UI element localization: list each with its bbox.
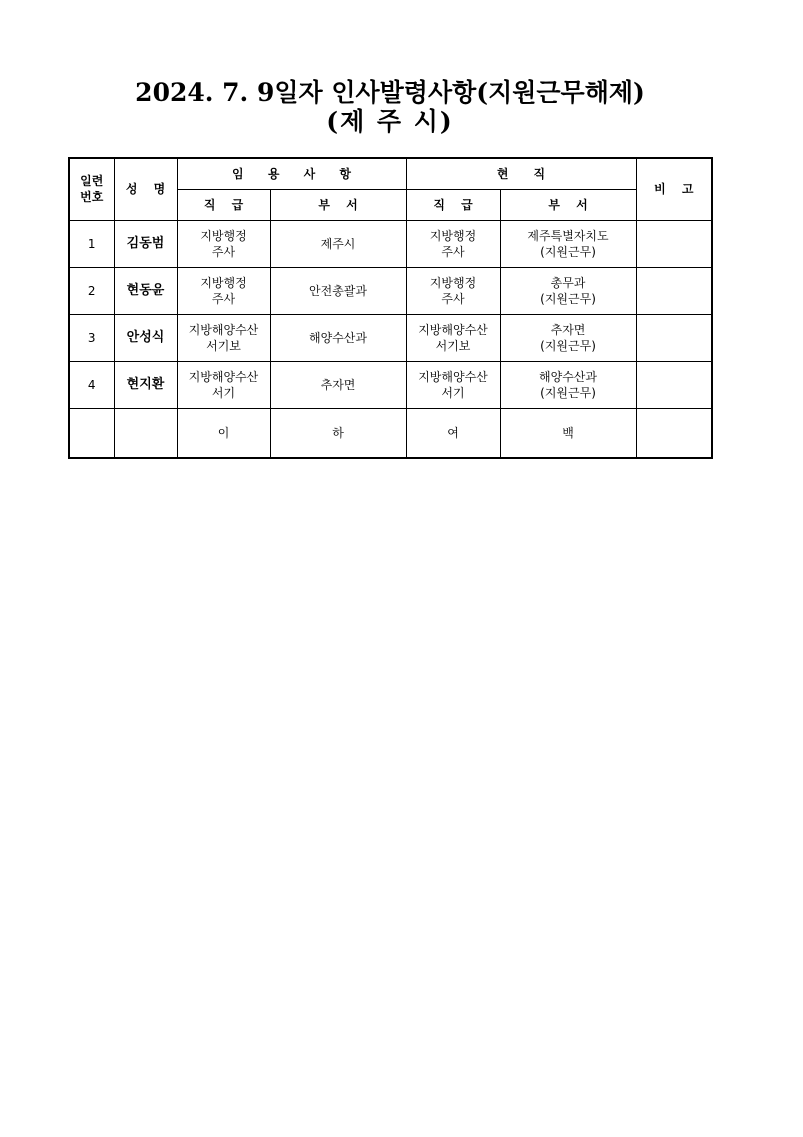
name-header: 성 명: [114, 158, 177, 220]
footer-row: [69, 408, 712, 458]
header-row-top: [69, 158, 712, 189]
appointment-header: 임 용 사 항: [177, 158, 406, 189]
footer-text-3: 여: [406, 408, 500, 458]
footer-text-4: 백: [500, 408, 636, 458]
new-rank-cell: 지방해양수산 서기: [177, 361, 270, 408]
cur-rank-cell: 지방해양수산 서기: [406, 361, 500, 408]
remarks-header: 비 고: [636, 158, 712, 220]
footer-text-2: 하: [270, 408, 406, 458]
remarks-cell: [636, 361, 712, 408]
personnel-table: [68, 157, 713, 459]
footer-text-1: 이: [177, 408, 270, 458]
new-dept-cell: 제주시: [270, 220, 406, 267]
table-row: [69, 267, 712, 314]
new-rank-cell: 지방행정 주사: [177, 220, 270, 267]
footer-empty-cell: [114, 408, 177, 458]
table-row: [69, 220, 712, 267]
cur-rank-cell: 지방행정 주사: [406, 220, 500, 267]
new-rank-cell: 지방행정 주사: [177, 267, 270, 314]
seq-cell: 1: [69, 220, 114, 267]
cur-dept-cell: 해양수산과 (지원근무): [500, 361, 636, 408]
cur-dept-cell: 총무과 (지원근무): [500, 267, 636, 314]
remarks-cell: [636, 267, 712, 314]
new-dept-header: 부 서: [270, 189, 406, 220]
cur-dept-cell: 제주특별자치도 (지원근무): [500, 220, 636, 267]
table-row: [69, 314, 712, 361]
cur-rank-cell: 지방해양수산 서기보: [406, 314, 500, 361]
seq-cell: 2: [69, 267, 114, 314]
remarks-cell: [636, 314, 712, 361]
new-rank-header: 직 급: [177, 189, 270, 220]
cur-rank-header: 직 급: [406, 189, 500, 220]
seq-cell: 3: [69, 314, 114, 361]
seq-header: 일련 번호: [69, 158, 114, 220]
new-dept-cell: 안전총괄과: [270, 267, 406, 314]
document-title: 2024. 7. 9일자 인사발령사항(지원근무해제): [135, 78, 645, 107]
new-rank-cell: 지방해양수산 서기보: [177, 314, 270, 361]
footer-empty-cell: [636, 408, 712, 458]
name-cell: 현동윤: [114, 267, 177, 314]
current-header: 현 직: [406, 158, 636, 189]
cur-dept-cell: 추자면 (지원근무): [500, 314, 636, 361]
remarks-cell: [636, 220, 712, 267]
cur-rank-cell: 지방행정 주사: [406, 267, 500, 314]
new-dept-cell: 추자면: [270, 361, 406, 408]
footer-empty-cell: [69, 408, 114, 458]
table-row: [69, 361, 712, 408]
cur-dept-header: 부 서: [500, 189, 636, 220]
new-dept-cell: 해양수산과: [270, 314, 406, 361]
name-cell: 현지환: [114, 361, 177, 408]
seq-cell: 4: [69, 361, 114, 408]
name-cell: 안성식: [114, 314, 177, 361]
name-cell: 김동범: [114, 220, 177, 267]
document-subtitle: (제 주 시): [326, 107, 454, 136]
